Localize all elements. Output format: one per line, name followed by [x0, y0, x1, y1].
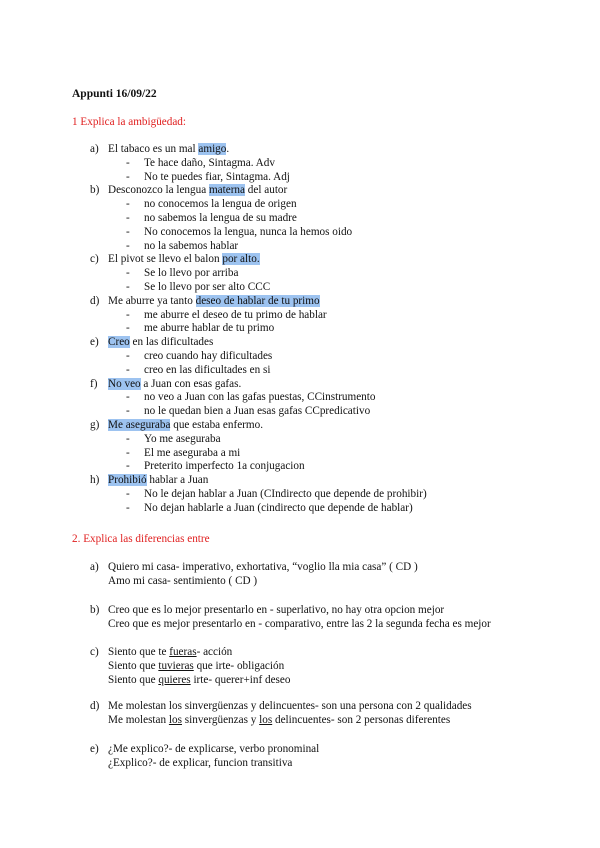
sub-item-text: Te hace daño, Sintagma. Adv [144, 156, 275, 169]
item-line-part: Siento que [108, 673, 159, 686]
item-line-part: ¿Me explico?- de explicarse, verbo pronominal [108, 743, 320, 755]
item-text-part: en las dificultades [129, 336, 214, 349]
item-text-part: que estaba enfermo. [170, 419, 264, 431]
item-line [108, 603, 444, 617]
item-line-part: Me molestan los sinvergüenzas y delincuentes- son una persona con 2 qualidades [108, 700, 472, 712]
item-label: a) [90, 143, 99, 155]
highlighted-term: Creo [108, 336, 130, 349]
bullet-dash: - [126, 391, 130, 404]
item-line-part: Amo mi casa- sentimiento ( CD ) [108, 574, 258, 587]
item-text-part: hablar a Juan [146, 474, 209, 487]
section-2-heading: 2. Explica las diferencias entre [72, 533, 210, 545]
item-text [108, 294, 320, 308]
item-label: a) [90, 561, 99, 573]
bullet-dash: - [126, 501, 130, 514]
page-title: Appunti 16/09/22 [72, 88, 157, 100]
highlighted-term: materna [208, 184, 245, 197]
bullet-dash: - [126, 488, 130, 500]
item-text [108, 377, 241, 391]
sub-item-text: No conocemos la lengua, nunca la hemos oido [144, 225, 353, 238]
bullet-dash: - [126, 350, 130, 362]
item-text-part: El tabaco es un mal [108, 143, 199, 155]
item-text [108, 418, 263, 432]
sub-item-text: No te puedes fiar, Sintagma. Adj [144, 170, 290, 183]
bullet-dash: - [126, 308, 130, 321]
bullet-dash: - [126, 239, 130, 252]
sub-item-text: No le dejan hablar a Juan (CIndirecto que depende de prohibir) [144, 488, 427, 500]
item-line-part: - acción [196, 646, 233, 658]
sub-item-text: no sabemos la lengua de su madre [144, 212, 297, 224]
item-text [108, 335, 213, 349]
item-label: d) [90, 700, 100, 712]
bullet-dash: - [126, 322, 130, 335]
item-line-part: Siento que [108, 659, 159, 672]
item-text-part: a Juan con esas gafas. [140, 377, 242, 390]
item-line-part: delincuentes- son 2 personas diferentes [272, 713, 451, 726]
item-text-part: Desconozco la lengua [108, 184, 209, 197]
item-label: b) [90, 184, 100, 197]
highlighted-term: No veo [108, 377, 141, 390]
bullet-dash: - [126, 170, 130, 183]
bullet-dash: - [126, 405, 130, 418]
item-text-part: . [226, 143, 230, 155]
sub-item-text: Preterito imperfecto 1a conjugacion [144, 460, 305, 473]
item-label: c) [90, 253, 99, 266]
bullet-dash: - [126, 432, 130, 445]
sub-item-text: Yo me aseguraba [144, 432, 221, 445]
highlighted-term: deseo de hablar de tu primo [195, 294, 320, 307]
item-label: d) [90, 294, 100, 307]
item-text-part: Me aburre ya tanto [108, 294, 196, 307]
underlined-term: los [168, 713, 182, 726]
bullet-dash: - [126, 281, 130, 293]
sub-item-text: Se lo llevo por arriba [144, 267, 239, 280]
item-line [108, 673, 290, 687]
highlighted-term: Me aseguraba [108, 419, 171, 431]
item-line-part: irte- querer+inf deseo [190, 673, 291, 686]
item-line-part: Siento que te [108, 646, 170, 658]
sub-item-text: no veo a Juan con las gafas puestas, CCinstrumento [144, 391, 376, 404]
highlighted-term: por alto. [222, 253, 260, 266]
item-line [108, 645, 232, 659]
item-line-part: Creo que es mejor presentarlo en - comparativo, entre las 2 la segunda fecha es mejor [108, 617, 491, 630]
underlined-term: tuvieras [158, 659, 194, 672]
sub-item-text: creo en las dificultades en si [144, 363, 271, 376]
item-line-part: Creo que es lo mejor presentarlo en - superlativo, no hay otra opcion mejor [108, 604, 445, 616]
sub-item-text: me aburre hablar de tu primo [144, 322, 275, 335]
item-label: c) [90, 646, 99, 658]
item-line [108, 699, 472, 713]
item-line [108, 756, 292, 770]
bullet-dash: - [126, 446, 130, 459]
item-text [108, 252, 260, 266]
item-line [108, 713, 450, 727]
item-line [108, 617, 491, 631]
item-line [108, 659, 284, 673]
item-text [108, 142, 229, 156]
item-label: f) [90, 377, 98, 390]
item-line-part: Me molestan [108, 713, 169, 726]
item-line-part: que irte- obligación [193, 659, 285, 672]
item-label: g) [90, 419, 100, 431]
sub-item-text: creo cuando hay dificultades [144, 350, 273, 362]
item-label: e) [90, 336, 99, 349]
item-label: h) [90, 474, 100, 487]
section-1-heading: 1 Explica la ambigüedad: [72, 116, 187, 128]
bullet-dash: - [126, 225, 130, 238]
sub-item-text: No dejan hablarle a Juan (cindirecto que depende de hablar) [144, 501, 413, 514]
item-line-part: sinvergüenzas y [181, 713, 260, 726]
item-text-part: del autor [245, 184, 288, 197]
bullet-dash: - [126, 156, 130, 169]
item-text-part: El pivot se llevo el balon [108, 253, 223, 266]
underlined-term: quieres [158, 673, 191, 686]
item-label: b) [90, 604, 100, 616]
item-label: e) [90, 743, 99, 755]
sub-item-text: me aburre el deseo de tu primo de hablar [144, 308, 327, 321]
item-line [108, 742, 319, 756]
item-text [108, 473, 208, 487]
underlined-term: los [259, 713, 273, 726]
sub-item-text: no le quedan bien a Juan esas gafas CCpredicativo [144, 405, 371, 418]
item-text [108, 183, 287, 197]
item-line-part: Quiero mi casa- imperativo, exhortativa, “voglio lla mia casa” ( CD ) [108, 561, 418, 573]
bullet-dash: - [126, 198, 130, 211]
sub-item-text: no la sabemos hablar [144, 239, 239, 252]
bullet-dash: - [126, 212, 130, 224]
bullet-dash: - [126, 363, 130, 376]
sub-item-text: Se lo llevo por ser alto CCC [144, 281, 271, 293]
highlighted-term: amigo [198, 143, 227, 155]
highlighted-term: Prohibió [108, 474, 147, 487]
bullet-dash: - [126, 267, 130, 280]
underlined-term: fueras [169, 646, 197, 658]
item-line-part: ¿Explico?- de explicar, funcion transitiva [108, 756, 293, 769]
item-line [108, 574, 257, 588]
sub-item-text: El me aseguraba a mi [144, 446, 241, 459]
bullet-dash: - [126, 460, 130, 473]
sub-item-text: no conocemos la lengua de origen [144, 198, 297, 211]
item-line [108, 560, 418, 574]
